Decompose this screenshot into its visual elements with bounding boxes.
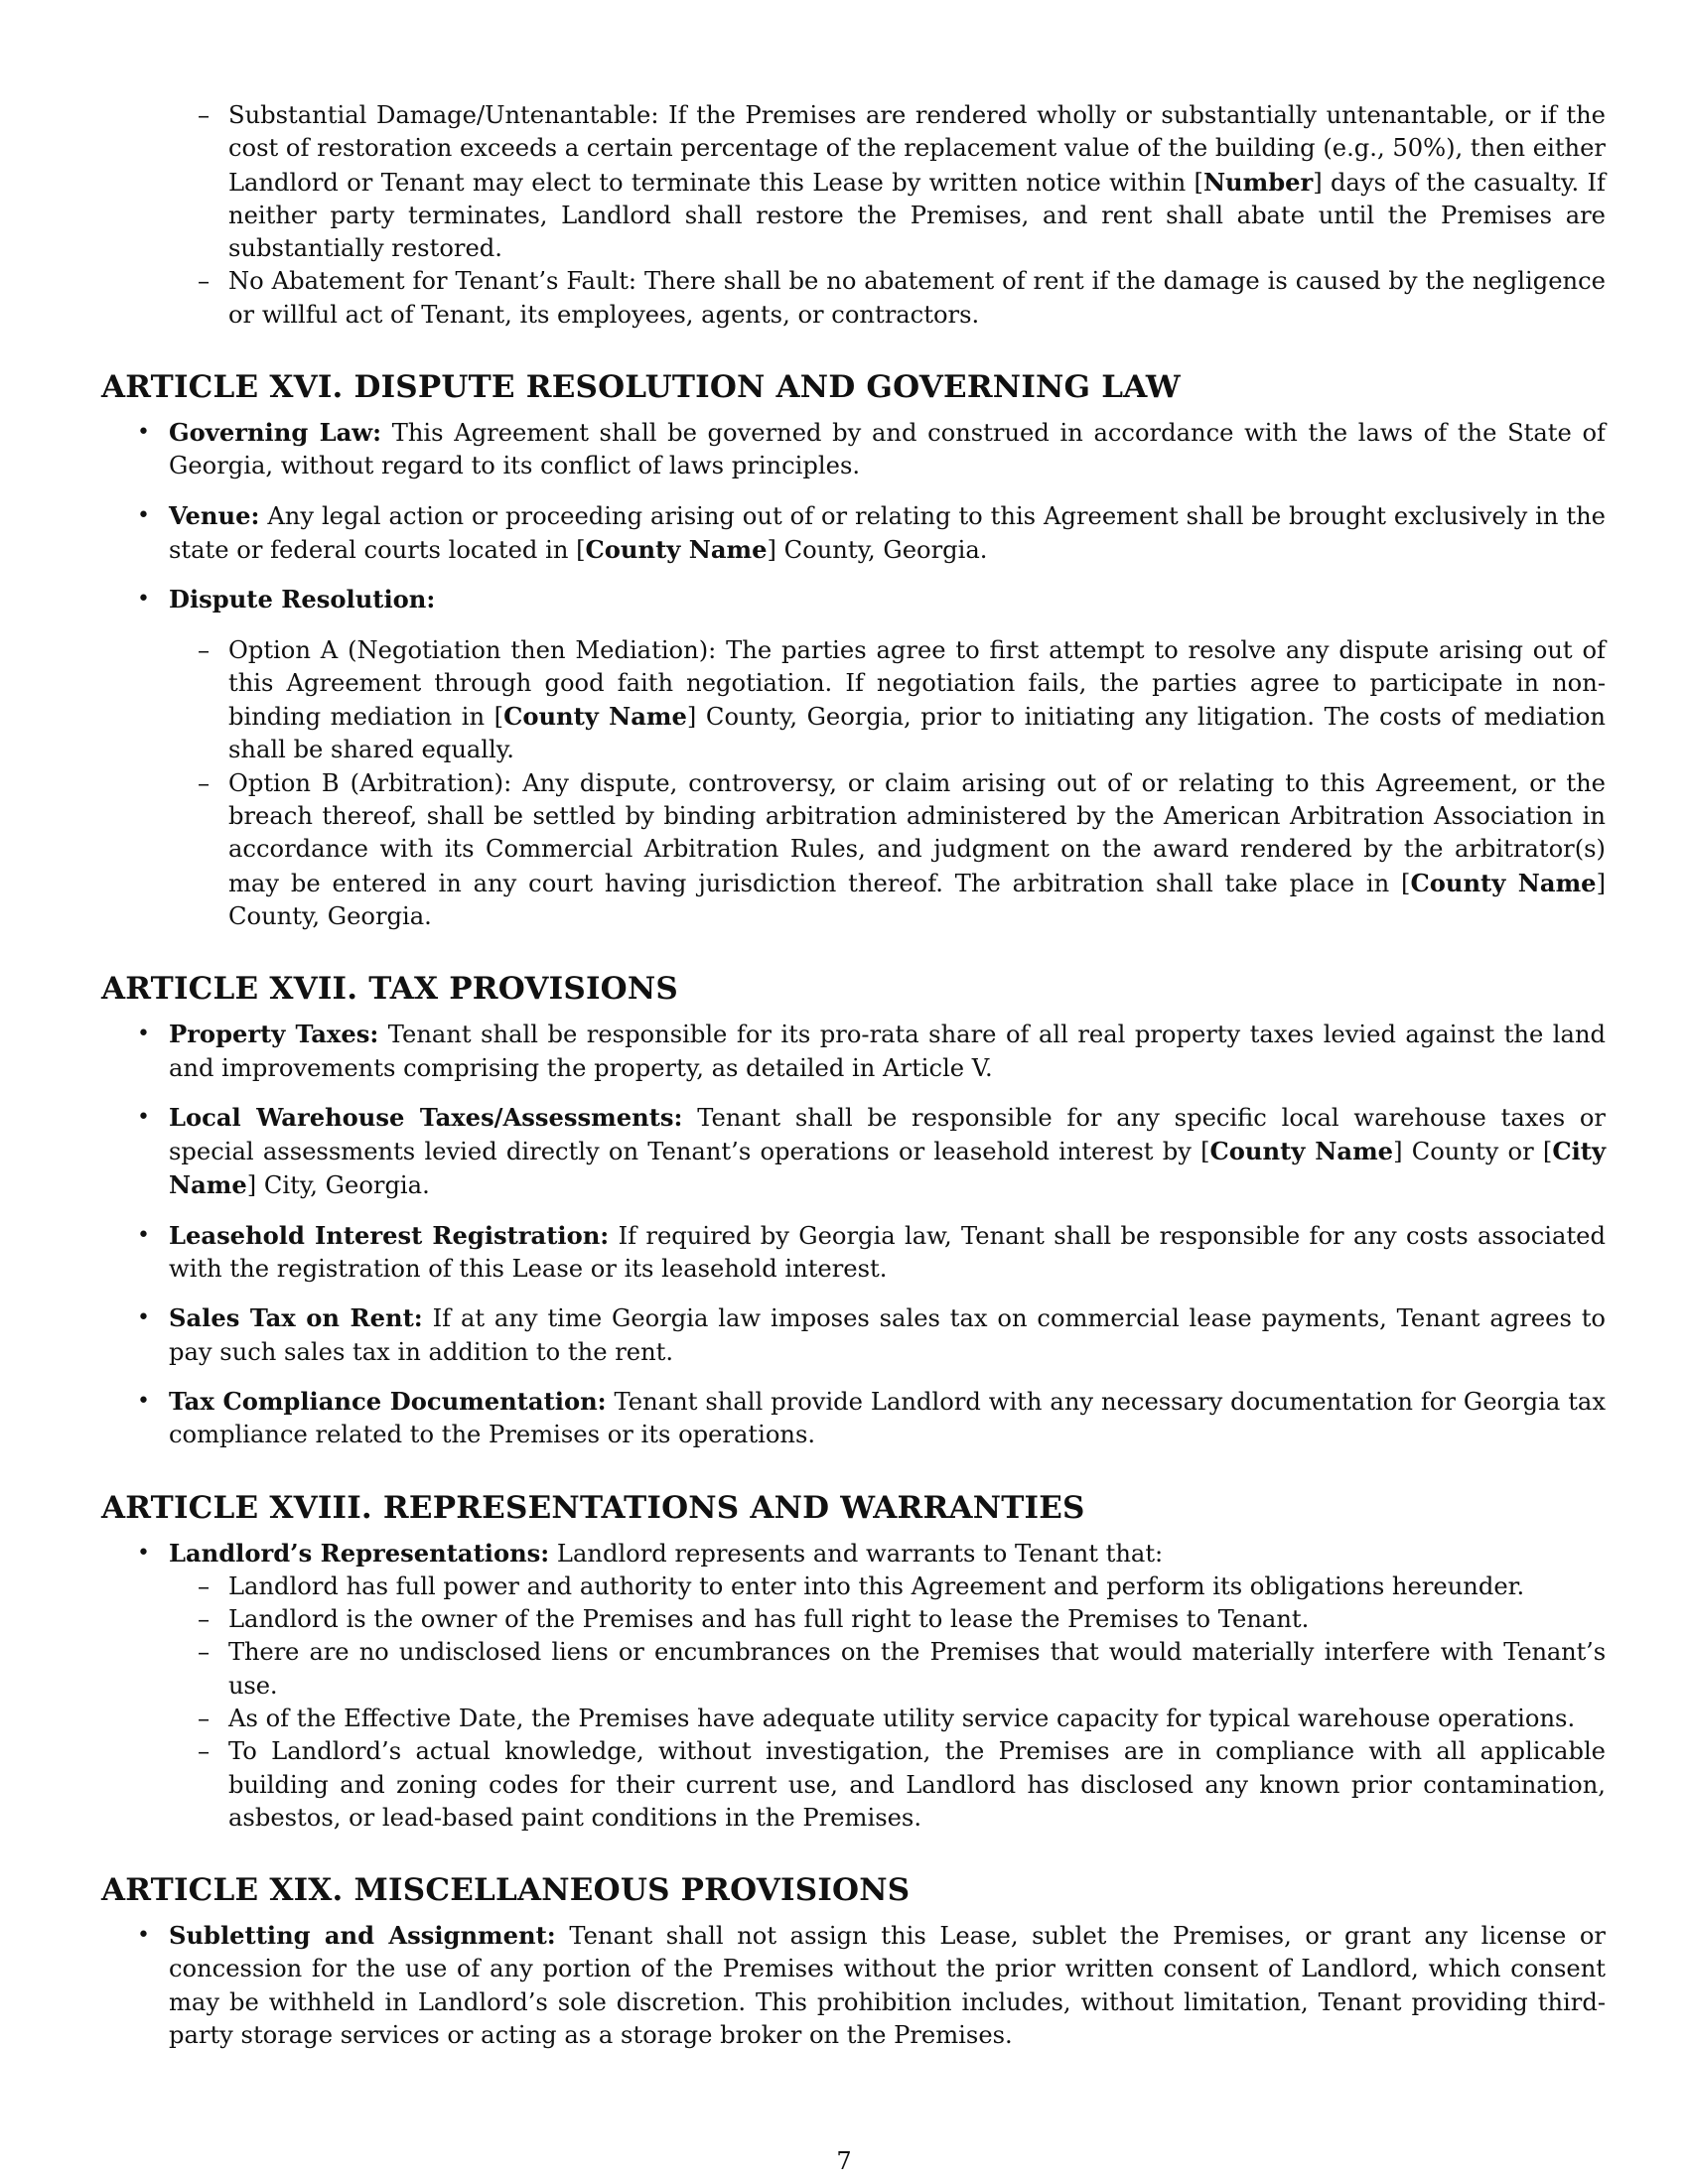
list-item-option-b: – Option B (Arbitration): Any dispute, controversy, or claim arising out of or relating to this Agreement, or the breach thereof, shall be settled by binding arbitration administered by the American Arbitration Association in accordance with its Commercial Arbitration Rules, and judgment on the award rendered by the arbitrator(s) may be entered in any court having jurisdiction thereof. The arbitration shall take place in [County Name] County, Georgia. bbox=[198, 768, 1606, 930]
dash-marker: – bbox=[198, 1571, 211, 1600]
bullet-marker: • bbox=[137, 420, 150, 446]
list-item-venue: • Venue: Any legal action or proceeding arising out of or relating to this Agreement shall be brought exclusively in the state or federal courts located in [County Name] County, Georgia. bbox=[137, 500, 1606, 564]
list-item-substantial-damage: – Substantial Damage/Untenantable: If the Premises are rendered wholly or substantially untenantable, or if the cost of restoration exceeds a certain percentage of the replacement value of the building (e.g., 50%), then either Landlord or Tenant may elect to terminate this Lease by written notice within [Number] days of the casualty. If neither party terminates, Landlord shall restore the Premises, and rent shall abate until the Premises are substantially restored. bbox=[198, 101, 1607, 263]
list-item-option-a: – Option A (Negotiation then Mediation): The parties agree to first attempt to resolve any dispute arising out of this Agreement through good faith negotiation. If negotiation fails, the parties agree to participate in non-binding mediation in [County Name] County, Georgia, prior to initiating any litigation. The costs of mediation shall be shared equally. bbox=[198, 635, 1606, 764]
list-item-tax-compliance: • Tax Compliance Documentation: Tenant shall provide Landlord with any necessary documentation for Georgia tax compliance related to the Premises or its operations. bbox=[137, 1386, 1606, 1449]
placeholder-number: Number bbox=[1202, 167, 1314, 197]
placeholder-city-name: City Name bbox=[169, 1137, 1607, 1200]
bullet-marker: • bbox=[137, 1923, 150, 1949]
placeholder-county-name: County Name bbox=[1209, 1137, 1394, 1166]
bullet-marker: • bbox=[137, 1305, 150, 1331]
placeholder-county-name: County Name bbox=[503, 702, 687, 732]
article-17-heading: ARTICLE XVII. TAX PROVISIONS bbox=[101, 971, 678, 1008]
bullet-marker: • bbox=[137, 1222, 150, 1248]
placeholder-county-name: County Name bbox=[1410, 868, 1597, 897]
bullet-marker: • bbox=[137, 1104, 150, 1130]
bullet-marker: • bbox=[137, 1540, 150, 1566]
dash-marker: – bbox=[198, 1638, 210, 1667]
list-item-landlord-representations: • Landlord’s Representations: Landlord represents and warrants to Tenant that: – Landlord has full power and authority to enter into this Agreement and perform its obligations hereunder. – Landlord is the owner of the Premises and has full right to lease the Premises to Tenant. – There are no undisclosed liens or encumbrances on the Premises that would materially interfere with Tenant’s use. – As of the Effective Date, the Premises have adequate utility service capacity for typical warehouse operations. – To Landlord’s actual knowledge, without investigation, the Premises are in compliance with all applicable building and zoning codes for their current use, and Landlord has disclosed any known prior contamination, asbestos, or lead-based paint conditions in the Premises. bbox=[101, 1537, 1606, 1836]
bullet-marker: • bbox=[137, 1388, 150, 1414]
list-item-representation: – Landlord has full power and authority to enter into this Agreement and perform its obligations hereunder. bbox=[101, 1570, 1606, 1603]
bullet-marker: • bbox=[137, 502, 150, 528]
list-item-governing-law: • Governing Law: This Agreement shall be governed by and construed in accordance with the laws of the State of Georgia, without regard to its conflict of laws principles. bbox=[137, 418, 1606, 480]
list-item-sales-tax: • Sales Tax on Rent: If at any time Georgia law imposes sales tax on commercial lease payments, Tenant agrees to pay such sales tax in addition to the rent. bbox=[137, 1303, 1606, 1366]
list-item-subletting: • Subletting and Assignment: Tenant shall not assign this Lease, sublet the Premises, or grant any license or concession for the use of any portion of the Premises without the prior written consent of Landlord, which consent may be withheld in Landlord’s sole discretion. This prohibition includes, without limitation, Tenant providing third-party storage services or acting as a storage broker on the Premises. bbox=[137, 1921, 1606, 2050]
dash-marker: – bbox=[198, 1704, 211, 1732]
list-item-no-abatement: – No Abatement for Tenant’s Fault: There shall be no abatement of rent if the damage is caused by the negligence or willful act of Tenant, its employees, agents, or contractors. bbox=[198, 267, 1606, 329]
list-item-leasehold-registration: • Leasehold Interest Registration: If required by Georgia law, Tenant shall be responsible for any costs associated with the registration of this Lease or its leasehold interest. bbox=[137, 1220, 1606, 1284]
list-item-representation: – To Landlord’s actual knowledge, without investigation, the Premises are in compliance with all applicable building and zoning codes for their current use, and Landlord has disclosed any known prior contamination, asbestos, or lead-based paint conditions in the Premises. bbox=[198, 1737, 1606, 1832]
placeholder-county-name: County Name bbox=[585, 534, 768, 564]
page-number: 7 bbox=[836, 2147, 852, 2175]
bullet-marker: • bbox=[137, 587, 150, 613]
dash-marker: – bbox=[198, 635, 211, 664]
article-19-heading: ARTICLE XIX. MISCELLANEOUS PROVISIONS bbox=[101, 1872, 911, 1909]
article-18-heading: ARTICLE XVIII. REPRESENTATIONS AND WARRANTIES bbox=[101, 1489, 1085, 1526]
dash-marker: – bbox=[198, 267, 211, 296]
list-item-representation: – There are no undisclosed liens or encumbrances on the Premises that would materially interfere with Tenant’s use. bbox=[198, 1638, 1606, 1700]
article-16-heading: ARTICLE XVI. DISPUTE RESOLUTION AND GOVERNING LAW bbox=[101, 369, 1181, 406]
list-item-representation: – As of the Effective Date, the Premises have adequate utility service capacity for typical warehouse operations. bbox=[101, 1703, 1606, 1735]
dash-marker: – bbox=[198, 1737, 211, 1766]
dash-marker: – bbox=[198, 768, 211, 797]
list-item-dispute-resolution: • Dispute Resolution: – Option A (Negotiation then Mediation): The parties agree to first attempt to resolve any dispute arising out of this Agreement through good faith negotiation. If negotiation fails, the parties agree to participate in non-binding mediation in [County Name] County, Georgia, prior to initiating any litigation. The costs of mediation shall be shared equally. – Option B (Arbitration): Any dispute, controversy, or claim arising out of or relating to this Agreement, or the breach thereof, shall be settled by binding arbitration administered by the American Arbitration Association in accordance with its Commercial Arbitration Rules, and judgment on the award rendered by the arbitrator(s) may be entered in any court having jurisdiction thereof. The arbitration shall take place in [County Name] County, Georgia. bbox=[101, 583, 1606, 933]
list-item-local-warehouse-taxes: • Local Warehouse Taxes/Assessments: Tenant shall be responsible for any specific local warehouse taxes or special assessments levied directly on Tenant’s operations or leasehold interest by [County Name] County or [City Name] City, Georgia. bbox=[137, 1102, 1607, 1200]
list-item-property-taxes: • Property Taxes: Tenant shall be responsible for its pro-rata share of all real property taxes levied against the land and improvements comprising the property, as detailed in Article V. bbox=[137, 1020, 1607, 1082]
list-item-representation: – Landlord is the owner of the Premises and has full right to lease the Premises to Tenant. bbox=[101, 1603, 1606, 1636]
page-content bbox=[101, 99, 1606, 2052]
dash-marker: – bbox=[198, 101, 211, 129]
bullet-marker: • bbox=[137, 1022, 150, 1047]
dash-marker: – bbox=[198, 1605, 211, 1634]
